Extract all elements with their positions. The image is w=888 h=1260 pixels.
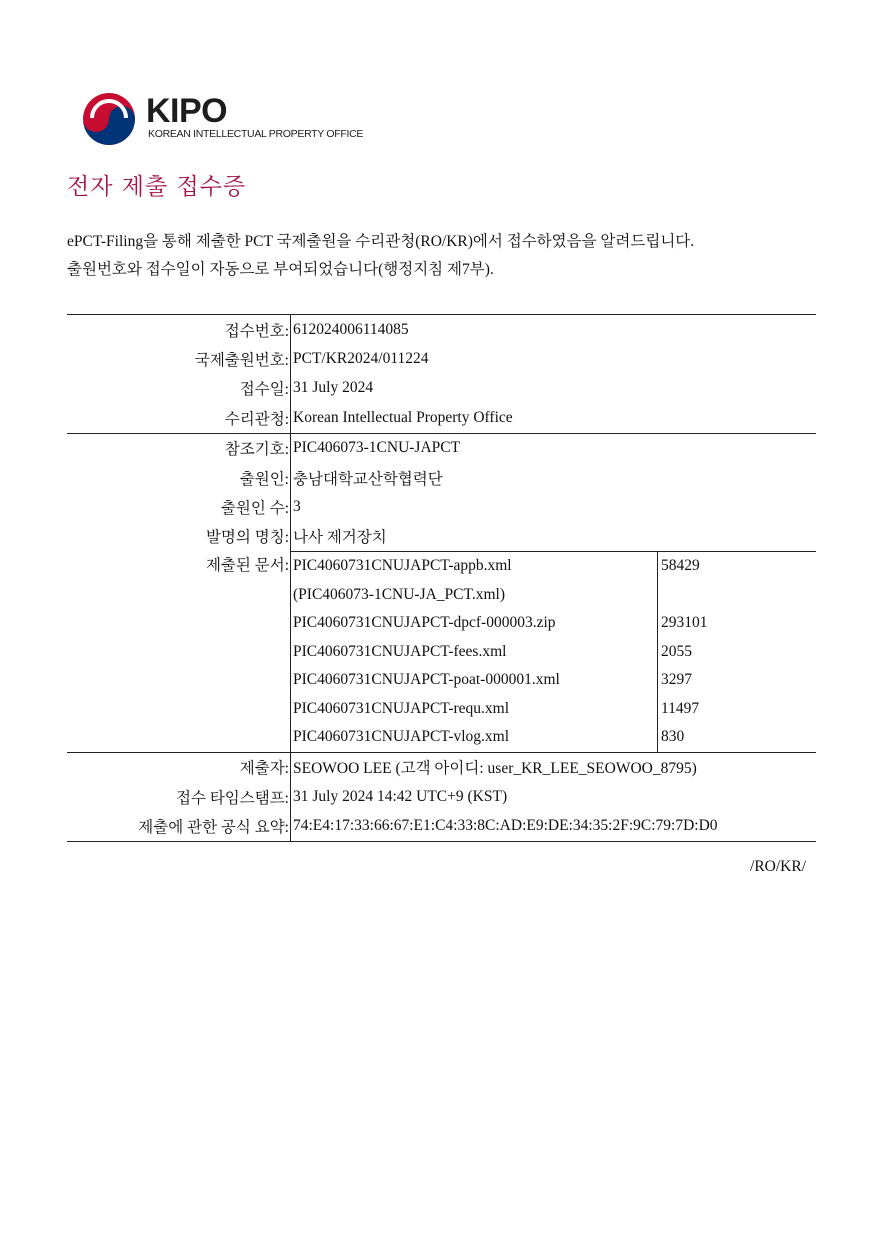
document-name: PIC4060731CNUJAPCT-poat-000001.xml [291,666,658,695]
document-alt-name: (PIC406073-1CNU-JA_PCT.xml) [293,585,505,603]
field-label: 제출된 문서: [205,557,289,575]
receipt-table [67,314,816,842]
applicant-row [67,463,816,492]
field-value: 31 July 2024 14:42 UTC+9 (KST) [290,782,816,811]
invention-title-row [67,522,816,551]
document-size: 11497 [661,699,700,717]
field-label: 접수 타임스탬프: [176,789,289,807]
field-value: 31 July 2024 [290,374,816,403]
document-item [291,638,816,667]
document-name: PIC4060731CNUJAPCT-vlog.xml [291,723,658,752]
field-value: PCT/KR2024/011224 [290,344,816,373]
reference-row [67,434,816,463]
field-label: 발명의 명칭: [205,529,289,547]
document-size: 2055 [661,642,692,660]
office-code: /RO/KR/ [750,858,806,875]
document-size: 3297 [661,671,692,689]
document-name: PIC4060731CNUJAPCT-requ.xml [291,695,658,724]
document-size: 293101 [661,614,708,632]
document-item [291,552,816,609]
document-name: PIC4060731CNUJAPCT-fees.xml [291,638,658,667]
field-label: 수리관청: [224,410,289,428]
digest-row [67,811,816,840]
applicant-count-row [67,492,816,521]
intro-line: ePCT-Filing을 통해 제출한 PCT 국제출원을 수리관청(RO/KR)에서 접수하였음을 알려드립니다. [67,233,695,250]
submitted-documents-row [67,551,816,752]
field-label: 참조기호: [224,441,289,459]
document-name: PIC4060731CNUJAPCT-dpcf-000003.zip [291,609,658,638]
field-label: 접수일: [239,381,289,399]
page-title: 전자 제출 접수증 [67,174,247,200]
field-value: PIC406073-1CNU-JAPCT [290,434,816,463]
field-value: 74:E4:17:33:66:67:E1:C4:33:8C:AD:E9:DE:34:35:2F:9C:79:7D:D0 [290,811,816,840]
intl-application-number-row [67,344,816,373]
document-name: PIC4060731CNUJAPCT-appb.xml [293,557,512,575]
field-value: 나사 제거장치 [290,522,816,551]
field-value: 612024006114085 [290,315,816,344]
field-label: 출원인: [239,470,289,488]
field-label: 접수번호: [224,322,289,340]
logo-name: KIPO [146,92,228,130]
field-value: 충남대학교산학협력단 [290,463,816,492]
document-item [291,723,816,752]
field-value: SEOWOO LEE (고객 아이디: user_KR_LEE_SEOWOO_8795) [290,753,816,782]
document-size: 830 [661,728,685,746]
field-value: 3 [290,492,816,521]
logo-subtitle: KOREAN INTELLECTUAL PROPERTY OFFICE [148,128,364,140]
kipo-logo [82,92,382,146]
document-item [291,695,816,724]
receiving-office-row [67,403,816,432]
field-label: 제출자: [239,760,289,778]
field-label: 출원인 수: [220,500,289,518]
field-label: 국제출원번호: [194,352,289,370]
receipt-date-row [67,374,816,403]
document-size: 58429 [661,557,700,575]
field-value: Korean Intellectual Property Office [290,403,816,432]
divider [67,841,816,842]
documents-table [290,551,816,752]
intro-line: 출원번호와 접수일이 자동으로 부여되었습니다(행정지침 제7부). [67,261,494,278]
receipt-number-row [67,315,816,344]
document-name-cell [291,552,658,609]
timestamp-row [67,782,816,811]
field-label: 제출에 관한 공식 요약: [138,819,289,837]
submitter-row [67,753,816,782]
intro-text [67,228,694,284]
document-item [291,609,816,638]
taegeuk-emblem-icon [82,92,136,146]
document-item [291,666,816,695]
